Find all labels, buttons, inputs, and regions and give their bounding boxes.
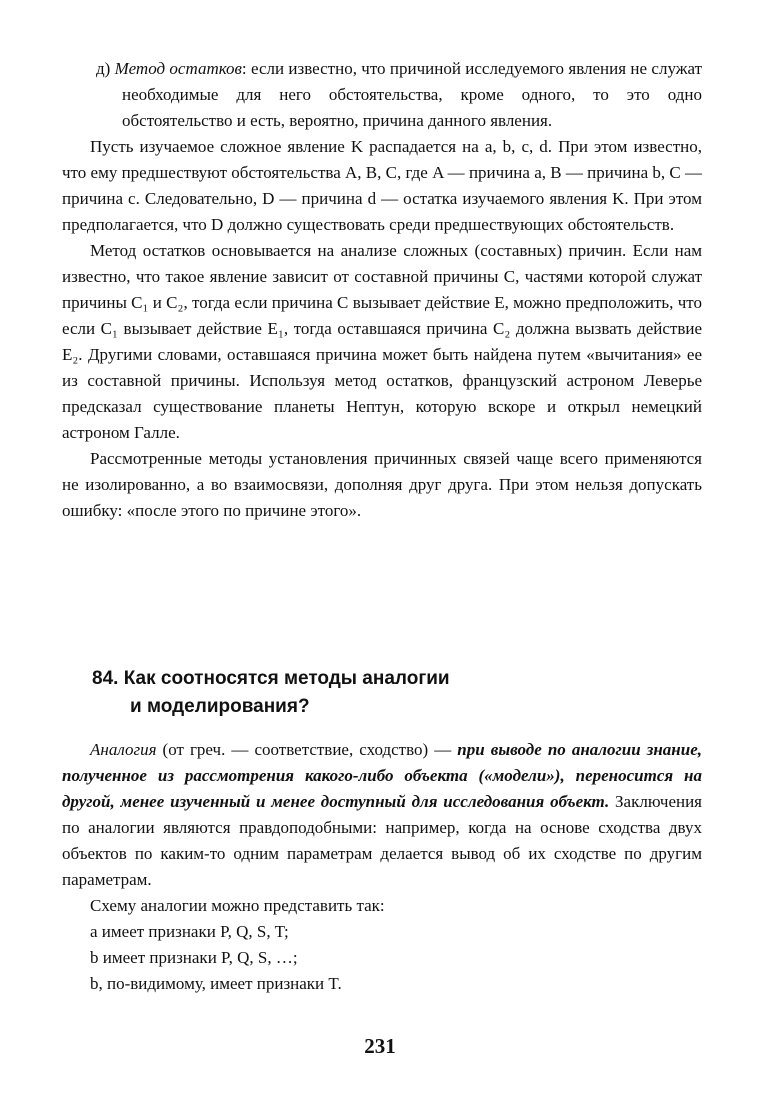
scheme-line-b: b имеет признаки P, Q, S, …; bbox=[90, 948, 298, 967]
text-block-top bbox=[62, 56, 702, 524]
section-heading bbox=[92, 665, 652, 721]
paragraph-2: Метод остатков основывается на анализе сложных (составных) причин. Если нам известно, что такое явление зависит от составной причины C, частями которой служат причины C₁ и C₂, тогда если причина C вызывает действие E, можно предположить, что если C₁ вызывает действие E₁, тогда оставшаяся причина C₂ должна вызвать действие E₂. Другими словами, оставшаяся причина может быть найдена путем «вычитания» ее из составной причины. Используя метод остатков, французский астроном Леверье предсказал существование планеты Нептун, которую вскоре и открыл немецкий астроном Галле. bbox=[62, 241, 702, 442]
analogy-term: Аналогия bbox=[90, 740, 157, 759]
item-term: Метод остатков bbox=[114, 59, 242, 78]
paragraph-3: Рассмотренные методы установления причинных связей чаще всего применяются не изолированно, а во взаимосвязи, дополняя друг друга. При этом нельзя допускать ошибку: «после этого по причине этого». bbox=[62, 449, 702, 520]
analogy-scheme bbox=[62, 893, 702, 997]
paragraph-1: Пусть изучаемое сложное явление K распадается на a, b, c, d. При этом известно, что ему предшествуют обстоятельства A, B, C, где A — причина a, B — причина b, C — причина c. Следовательно, D — причина d — остатка изучаемого явления K. При этом предполагается, что D должно существовать среди предшествующих обстоятельств. bbox=[62, 137, 702, 234]
heading-line-1: 84. Как соотносятся методы аналогии bbox=[92, 668, 450, 689]
heading-line-2: и моделирования? bbox=[130, 696, 310, 717]
analogy-rest: Заключения по аналогии являются правдоподобными: например, когда на основе сходства двух объектов по каким-то одним параметрам делается вывод об их сходстве по другим параметрам. bbox=[62, 792, 702, 889]
item-text: : если известно, что причиной исследуемого явления не служат необходимые для него обстоятельства, кроме одного, то это одно обстоятельство и есть, вероятно, причина данного явления. bbox=[122, 59, 703, 130]
scheme-line-a: a имеет признаки P, Q, S, T; bbox=[90, 922, 289, 941]
analogy-etym: (от греч. — соответствие, сходство) — bbox=[156, 740, 458, 759]
page-number: 231 bbox=[364, 1034, 396, 1058]
text-block-analogy bbox=[62, 737, 702, 997]
analogy-definition: при выводе по аналогии знание, полученное из рассмотрения какого-либо объекта («модели»), переносится на другой, менее изученный и менее доступный для исследования объект. bbox=[62, 740, 702, 811]
item-marker: д) bbox=[96, 59, 111, 78]
list-item-d bbox=[62, 56, 702, 134]
analogy-paragraph bbox=[62, 737, 702, 893]
scheme-line-c: b, по-видимому, имеет признаки T. bbox=[90, 974, 342, 993]
scheme-intro: Схему аналогии можно представить так: bbox=[90, 896, 385, 915]
